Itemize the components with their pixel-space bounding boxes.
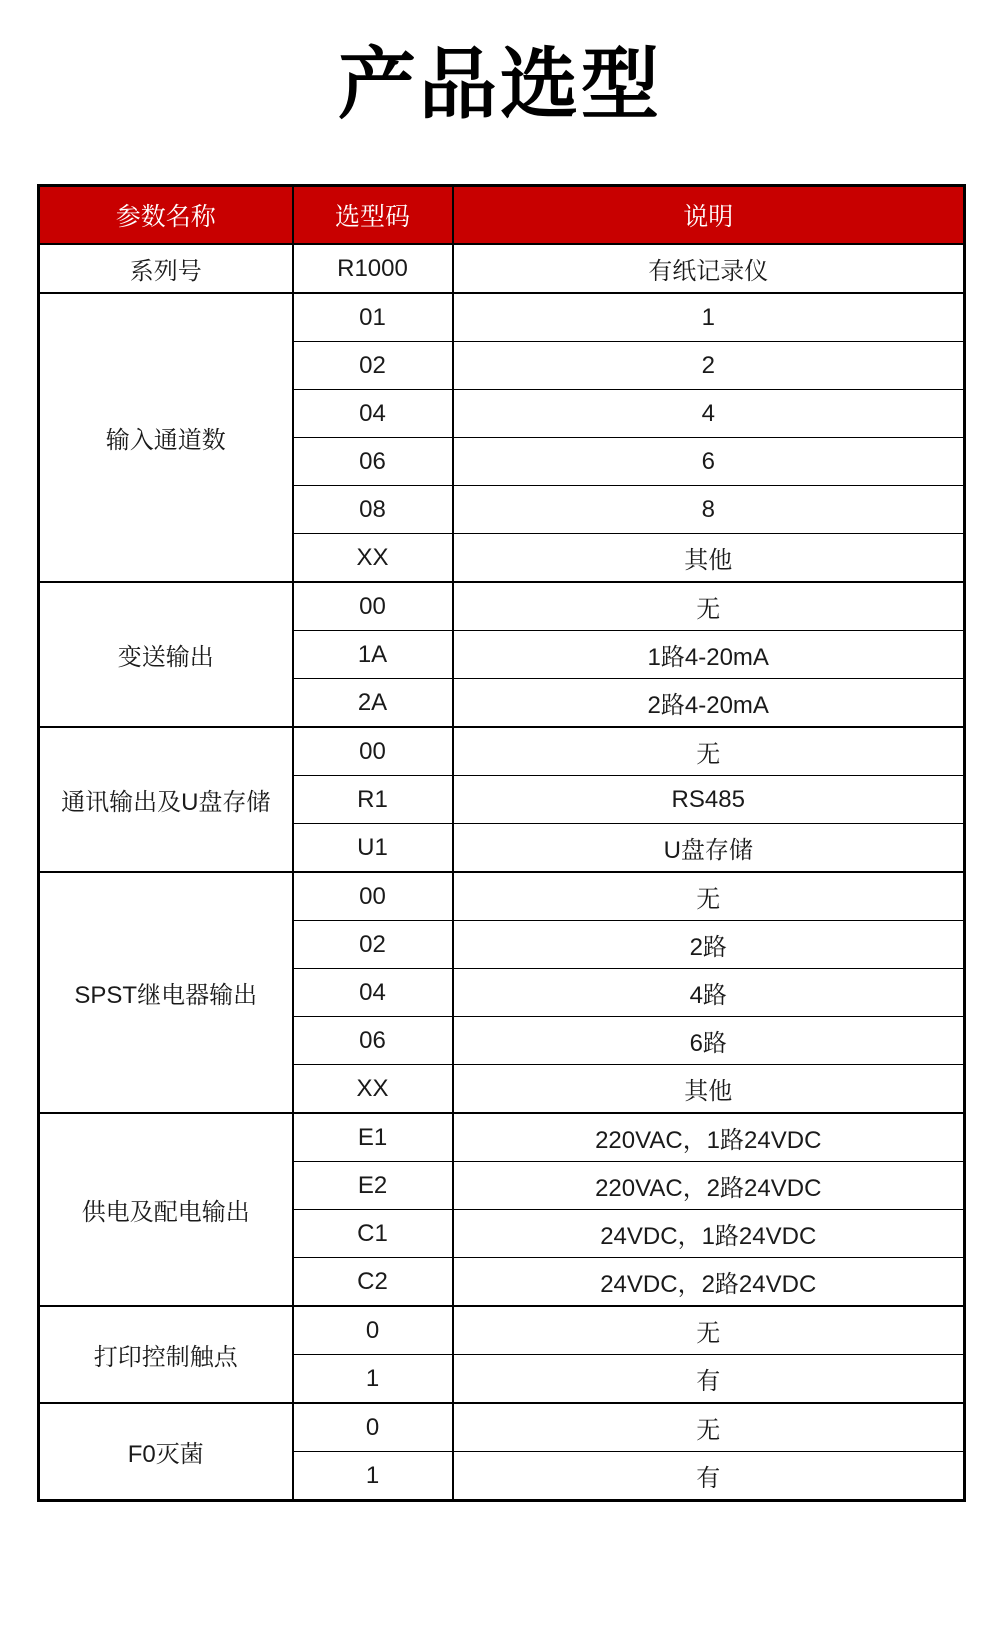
table-row <box>39 293 965 342</box>
param-name-cell: 通讯输出及U盘存储 <box>39 727 293 872</box>
code-cell: R1 <box>293 776 453 824</box>
desc-cell: 其他 <box>453 1065 965 1114</box>
param-name-cell: 变送输出 <box>39 582 293 727</box>
table-row <box>39 1113 965 1162</box>
code-cell: 00 <box>293 582 453 631</box>
desc-cell: 24VDC，1路24VDC <box>453 1210 965 1258</box>
param-name-cell: 供电及配电输出 <box>39 1113 293 1306</box>
desc-cell: 无 <box>453 1306 965 1355</box>
code-cell: 01 <box>293 293 453 342</box>
code-cell: C2 <box>293 1258 453 1307</box>
code-cell: 00 <box>293 872 453 921</box>
desc-cell: 24VDC，2路24VDC <box>453 1258 965 1307</box>
desc-cell: 无 <box>453 727 965 776</box>
table-row <box>39 1403 965 1452</box>
desc-cell: 无 <box>453 872 965 921</box>
desc-cell: 2路4-20mA <box>453 679 965 728</box>
header-cell-param-name: 参数名称 <box>39 186 293 245</box>
table-row <box>39 1306 965 1355</box>
code-cell: 2A <box>293 679 453 728</box>
desc-cell: 有 <box>453 1452 965 1501</box>
table-row <box>39 582 965 631</box>
desc-cell: 1路4-20mA <box>453 631 965 679</box>
code-cell: XX <box>293 534 453 583</box>
page-title: 产品选型 <box>337 40 662 128</box>
code-cell: 02 <box>293 342 453 390</box>
desc-cell: 220VAC，2路24VDC <box>453 1162 965 1210</box>
code-cell: 02 <box>293 921 453 969</box>
code-cell: 06 <box>293 1017 453 1065</box>
code-cell: U1 <box>293 824 453 873</box>
desc-cell: 其他 <box>453 534 965 583</box>
code-cell: 0 <box>293 1306 453 1355</box>
desc-cell: 1 <box>453 293 965 342</box>
desc-cell: RS485 <box>453 776 965 824</box>
desc-cell: 有 <box>453 1355 965 1404</box>
code-cell: 08 <box>293 486 453 534</box>
code-cell: E2 <box>293 1162 453 1210</box>
param-name-cell: 系列号 <box>39 244 293 293</box>
code-cell: 06 <box>293 438 453 486</box>
param-name-cell: F0灭菌 <box>39 1403 293 1501</box>
desc-cell: 6路 <box>453 1017 965 1065</box>
desc-cell: 有纸记录仪 <box>453 244 965 293</box>
param-name-cell: SPST继电器输出 <box>39 872 293 1113</box>
desc-cell: 无 <box>453 582 965 631</box>
product-selection-table <box>37 184 966 1502</box>
desc-cell: 2路 <box>453 921 965 969</box>
table-row <box>39 872 965 921</box>
code-cell: 1 <box>293 1355 453 1404</box>
code-cell: 1 <box>293 1452 453 1501</box>
desc-cell: 8 <box>453 486 965 534</box>
code-cell: 04 <box>293 390 453 438</box>
code-cell: 1A <box>293 631 453 679</box>
code-cell: 00 <box>293 727 453 776</box>
desc-cell: U盘存储 <box>453 824 965 873</box>
desc-cell: 2 <box>453 342 965 390</box>
code-cell: 04 <box>293 969 453 1017</box>
table-row <box>39 244 965 293</box>
desc-cell: 无 <box>453 1403 965 1452</box>
code-cell: 0 <box>293 1403 453 1452</box>
desc-cell: 4 <box>453 390 965 438</box>
header-cell-selection-code: 选型码 <box>293 186 453 245</box>
code-cell: R1000 <box>293 244 453 293</box>
code-cell: E1 <box>293 1113 453 1162</box>
code-cell: XX <box>293 1065 453 1114</box>
desc-cell: 4路 <box>453 969 965 1017</box>
table-header-row <box>39 186 965 245</box>
desc-cell: 220VAC，1路24VDC <box>453 1113 965 1162</box>
param-name-cell: 输入通道数 <box>39 293 293 582</box>
code-cell: C1 <box>293 1210 453 1258</box>
table-row <box>39 727 965 776</box>
header-cell-description: 说明 <box>453 186 965 245</box>
desc-cell: 6 <box>453 438 965 486</box>
param-name-cell: 打印控制触点 <box>39 1306 293 1403</box>
